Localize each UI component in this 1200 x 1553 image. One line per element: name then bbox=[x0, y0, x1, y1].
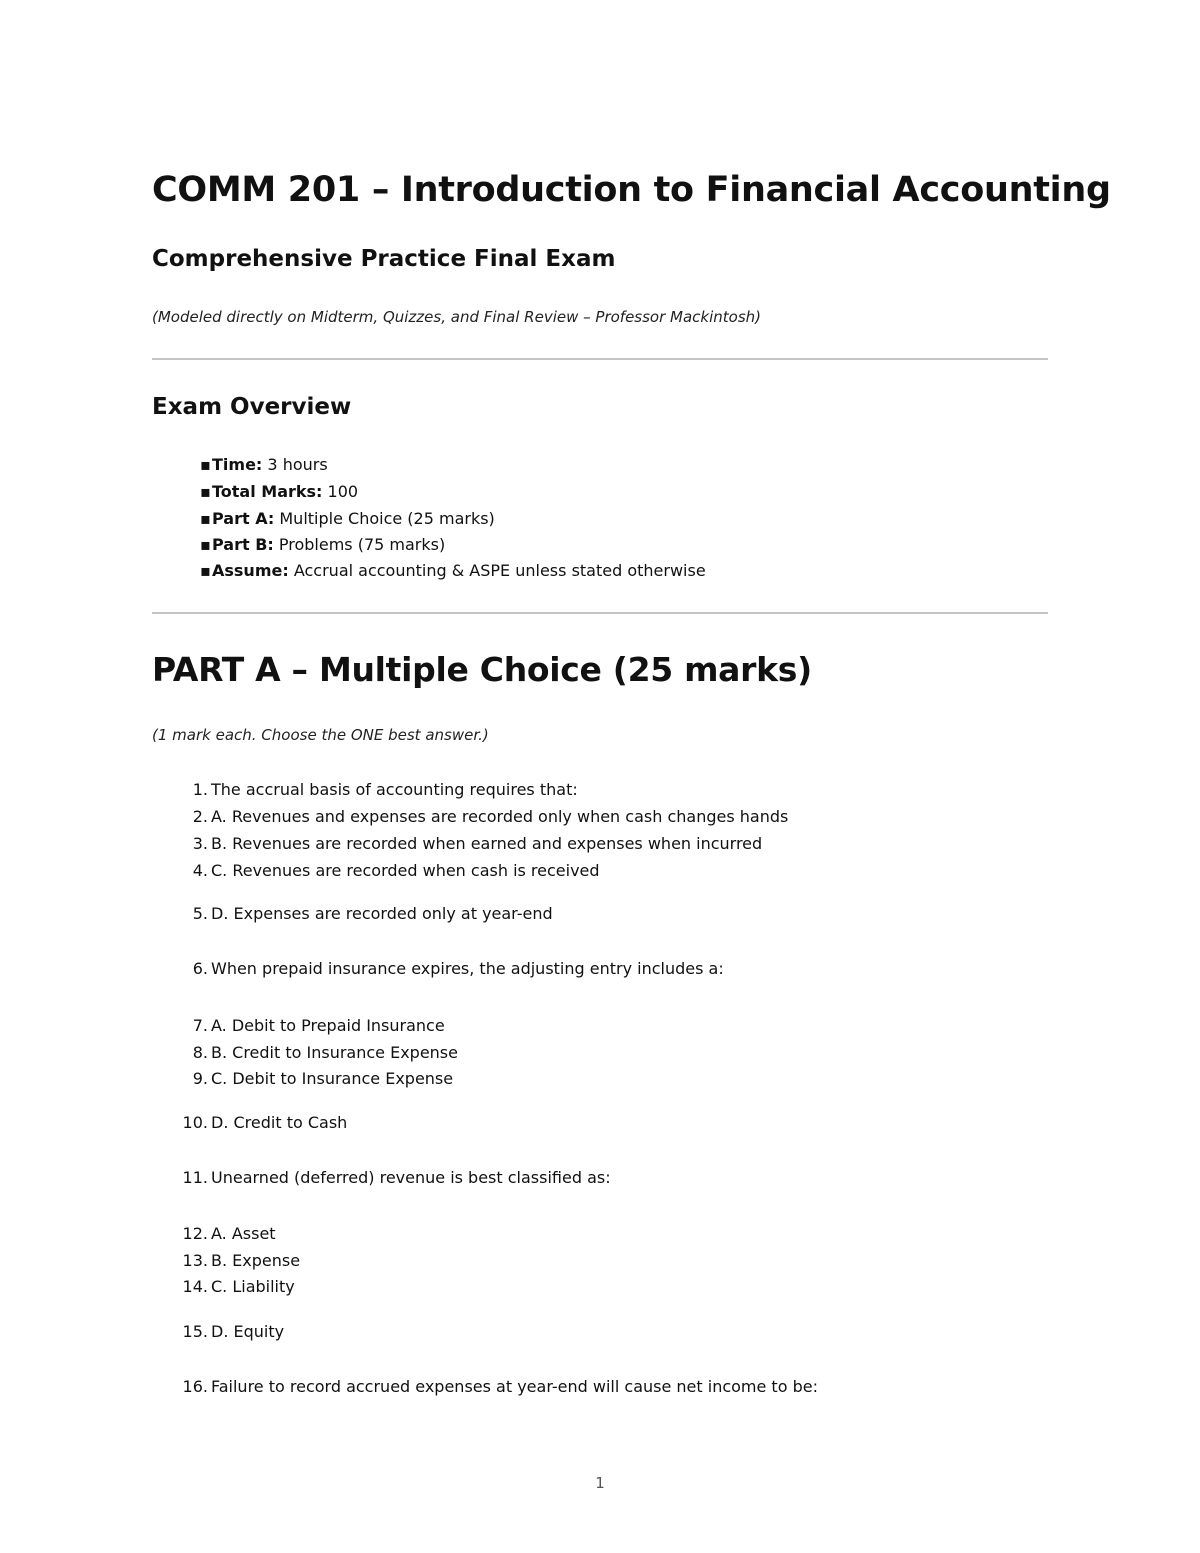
list-item-text: B. Expense bbox=[211, 1251, 301, 1270]
list-item-number: 13. bbox=[182, 1251, 208, 1270]
list-item-number: 10. bbox=[182, 1113, 208, 1132]
list-item bbox=[0, 834, 1200, 856]
overview-label: Time: bbox=[212, 455, 263, 474]
overview-heading: Exam Overview bbox=[152, 394, 352, 420]
list-item-number: 8. bbox=[192, 1043, 208, 1062]
list-item bbox=[0, 904, 1200, 926]
overview-item bbox=[200, 455, 328, 474]
overview-value: 100 bbox=[327, 482, 359, 501]
list-item-text: A. Debit to Prepaid Insurance bbox=[211, 1016, 445, 1035]
bullet-icon: ▪ bbox=[200, 482, 211, 501]
bullet-icon: ▪ bbox=[200, 509, 211, 528]
list-item-text: A. Revenues and expenses are recorded only when cash changes hands bbox=[211, 807, 789, 826]
page-number: 1 bbox=[595, 1474, 605, 1492]
list-item-number: 5. bbox=[192, 904, 208, 923]
list-item bbox=[0, 959, 1200, 981]
list-item-text: C. Liability bbox=[211, 1277, 295, 1296]
overview-value: Problems (75 marks) bbox=[278, 535, 446, 554]
divider bbox=[152, 612, 1048, 614]
list-item bbox=[0, 1069, 1200, 1091]
overview-value: Accrual accounting & ASPE unless stated otherwise bbox=[293, 561, 706, 580]
list-item-number: 4. bbox=[192, 861, 208, 880]
overview-value: 3 hours bbox=[267, 455, 328, 474]
list-item-text: D. Expenses are recorded only at year-end bbox=[211, 904, 553, 923]
list-item-text: Unearned (deferred) revenue is best classified as: bbox=[211, 1168, 611, 1187]
list-item-number: 12. bbox=[182, 1224, 208, 1243]
list-item-number: 2. bbox=[192, 807, 208, 826]
part-a-instructions: (1 mark each. Choose the ONE best answer.) bbox=[152, 726, 489, 744]
list-item bbox=[0, 807, 1200, 829]
bullet-icon: ▪ bbox=[200, 455, 211, 474]
bullet-icon: ▪ bbox=[200, 535, 211, 554]
list-item bbox=[0, 1113, 1200, 1135]
overview-label: Total Marks: bbox=[212, 482, 323, 501]
document-title: COMM 201 – Introduction to Financial Accounting bbox=[152, 170, 1111, 210]
list-item-text: B. Revenues are recorded when earned and expenses when incurred bbox=[211, 834, 763, 853]
overview-item bbox=[200, 535, 445, 554]
list-item-text: C. Revenues are recorded when cash is received bbox=[211, 861, 600, 880]
list-item bbox=[0, 861, 1200, 883]
list-item bbox=[0, 1377, 1200, 1399]
list-item bbox=[0, 1322, 1200, 1344]
list-item-text: C. Debit to Insurance Expense bbox=[211, 1069, 454, 1088]
list-item-number: 15. bbox=[182, 1322, 208, 1341]
list-item-text: B. Credit to Insurance Expense bbox=[211, 1043, 458, 1062]
list-item-text: D. Credit to Cash bbox=[211, 1113, 348, 1132]
list-item-number: 11. bbox=[182, 1168, 208, 1187]
list-item bbox=[0, 1251, 1200, 1273]
overview-label: Part B: bbox=[212, 535, 274, 554]
list-item-text: The accrual basis of accounting requires that: bbox=[211, 780, 578, 799]
bullet-icon: ▪ bbox=[200, 561, 211, 580]
overview-label: Assume: bbox=[212, 561, 289, 580]
divider bbox=[152, 358, 1048, 360]
list-item bbox=[0, 1168, 1200, 1190]
overview-item bbox=[200, 482, 358, 501]
part-a-heading: PART A – Multiple Choice (25 marks) bbox=[152, 650, 812, 689]
list-item-text: A. Asset bbox=[211, 1224, 276, 1243]
list-item-number: 7. bbox=[192, 1016, 208, 1035]
list-item bbox=[0, 1016, 1200, 1038]
list-item-number: 16. bbox=[182, 1377, 208, 1396]
modeled-note: (Modeled directly on Midterm, Quizzes, and Final Review – Professor Mackintosh) bbox=[152, 308, 762, 326]
list-item-text: When prepaid insurance expires, the adjusting entry includes a: bbox=[211, 959, 724, 978]
overview-value: Multiple Choice (25 marks) bbox=[279, 509, 495, 528]
overview-item bbox=[200, 509, 495, 528]
list-item bbox=[0, 1043, 1200, 1065]
list-item-text: D. Equity bbox=[211, 1322, 285, 1341]
document-subtitle: Comprehensive Practice Final Exam bbox=[152, 246, 616, 272]
list-item-number: 3. bbox=[192, 834, 208, 853]
list-item-number: 9. bbox=[192, 1069, 208, 1088]
list-item bbox=[0, 780, 1200, 802]
list-item-number: 1. bbox=[192, 780, 208, 799]
overview-label: Part A: bbox=[212, 509, 275, 528]
list-item bbox=[0, 1224, 1200, 1246]
list-item-number: 6. bbox=[192, 959, 208, 978]
overview-item bbox=[200, 561, 706, 580]
list-item bbox=[0, 1277, 1200, 1299]
list-item-number: 14. bbox=[182, 1277, 208, 1296]
list-item-text: Failure to record accrued expenses at year-end will cause net income to be: bbox=[211, 1377, 818, 1396]
